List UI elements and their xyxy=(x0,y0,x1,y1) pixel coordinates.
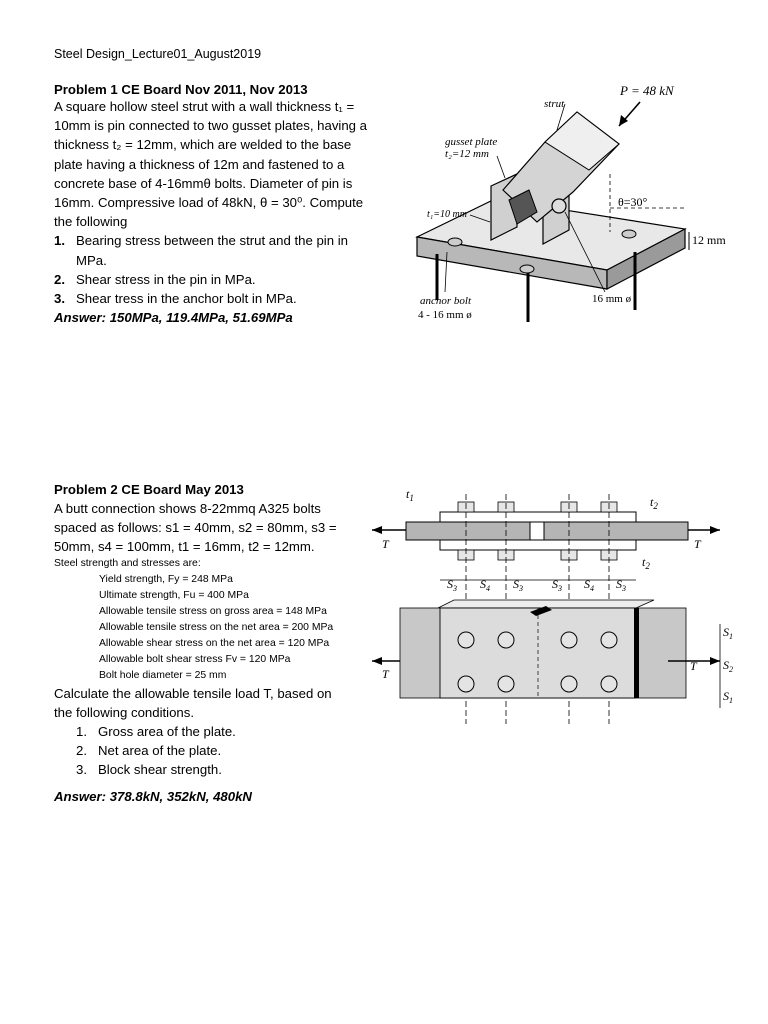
intro-line: A square hollow steel strut with a wall thickness t₁ = xyxy=(54,99,355,114)
item-number: 2. xyxy=(76,743,87,758)
list-item xyxy=(54,270,389,289)
calc-line: Calculate the allowable tensile load T, based on xyxy=(54,686,332,701)
strength-item: Ultimate strength, Fu = 400 MPa xyxy=(99,590,249,601)
document-header: Steel Design_Lecture01_August2019 xyxy=(54,47,262,61)
main-plate-left xyxy=(406,522,530,540)
spacing-label: $S_4$ xyxy=(584,577,594,593)
calc-line: the following conditions. xyxy=(54,705,195,720)
list-item xyxy=(76,741,389,760)
intro-line: spaced as follows: s1 = 40mm, s2 = 80mm, s3 = xyxy=(54,520,337,535)
spacing-label: $S_3$ xyxy=(447,577,457,593)
spacing-label: $S_3$ xyxy=(513,577,523,593)
item-text: Block shear strength. xyxy=(98,762,222,777)
pin xyxy=(552,199,566,213)
strength-item: Bolt hole diameter = 25 mm xyxy=(99,670,227,681)
strength-item: Allowable shear stress on the net area = 120 MPa xyxy=(99,638,330,649)
problem2-conditions xyxy=(54,722,389,779)
intro-line: the following xyxy=(54,214,128,230)
edge-spacing-label: $S_1$ xyxy=(723,689,733,705)
item-text: Shear tress in the anchor bolt in MPa. xyxy=(76,291,297,307)
bolt-spacing-label: $S_2$ xyxy=(723,658,733,674)
strength-item: Allowable tensile stress on gross area = 148 MPa xyxy=(99,606,327,617)
splice-plate-top xyxy=(440,512,636,522)
t2-label: $t_2$ xyxy=(650,495,658,511)
spacing-dimensions xyxy=(440,577,636,593)
tension-label: T xyxy=(694,537,701,551)
t2-label: $t_2$ xyxy=(642,555,650,571)
list-item xyxy=(54,231,389,269)
spacing-label: $S_3$ xyxy=(616,577,626,593)
plan-view xyxy=(372,600,733,708)
anchor-bolt-size-label: 4 - 16 mm ø xyxy=(418,309,472,321)
strut-label: strut xyxy=(544,98,565,110)
strength-heading: Steel strength and stresses are: xyxy=(54,558,201,569)
problem1-questions xyxy=(54,231,389,308)
butt-connection-figure xyxy=(368,484,733,724)
intro-line: concrete base of 4-16mmθ bolts. Diameter of pin is xyxy=(54,175,353,191)
intro-line: thickness t₂ = 12mm, which are welded to the base xyxy=(54,137,352,153)
spacing-label: $S_3$ xyxy=(552,577,562,593)
problem1-body xyxy=(54,97,389,327)
gusset-label: gusset plate xyxy=(445,136,498,148)
intro-line: 10mm is pin connected to two gusset plates, having a xyxy=(54,118,368,134)
problem2-answer: Answer: 378.8kN, 352kN, 480kN xyxy=(54,789,252,804)
load-label: P = 48 kN xyxy=(620,83,674,98)
item-number: 3. xyxy=(76,762,87,777)
anchor-bolt-label: anchor bolt xyxy=(420,295,472,307)
problem1-answer: Answer: 150MPa, 119.4MPa, 51.69MPa xyxy=(54,310,293,326)
main-plate-right xyxy=(544,522,688,540)
problem1-title: Problem 1 CE Board Nov 2011, Nov 2013 xyxy=(54,82,308,97)
intro-line: 50mm, s4 = 100mm, t1 = 16mm, t2 = 12mm. xyxy=(54,539,315,554)
edge-spacing-label: $S_1$ xyxy=(723,625,733,641)
list-item xyxy=(76,722,389,741)
strength-item: Allowable bolt shear stress Fv = 120 MPa xyxy=(99,654,291,665)
tension-label: T xyxy=(382,537,389,551)
item-text: MPa. xyxy=(76,252,107,268)
intro-line: plate having a thickness of 12m and fastened to a xyxy=(54,156,345,172)
strength-item: Yield strength, Fy = 248 MPa xyxy=(99,574,233,585)
item-text: Shear stress in the pin in MPa. xyxy=(76,271,256,287)
intro-line: 16mm. Compressive load of 48kN, θ = 30⁰. Compute xyxy=(54,195,364,211)
gusset-thickness-label: t₂=12 mm xyxy=(445,148,489,160)
splice-plate-bottom xyxy=(440,540,636,550)
angle-label: θ=30° xyxy=(618,195,648,209)
tension-label: T xyxy=(382,667,389,681)
problem2-body xyxy=(54,499,389,806)
item-number: 2. xyxy=(54,271,65,287)
tension-label: T xyxy=(690,659,697,673)
pin-diameter-label: 16 mm ø xyxy=(592,293,632,305)
item-number: 1. xyxy=(76,724,87,739)
list-item xyxy=(76,760,389,779)
wall-thickness-label: t₁=10 mm xyxy=(427,209,467,220)
strength-item: Allowable tensile stress on the net area = 200 MPa xyxy=(99,622,334,633)
list-item xyxy=(54,289,389,308)
plate-thickness-label: 12 mm xyxy=(692,233,726,247)
spacing-label: $S_4$ xyxy=(480,577,490,593)
item-text: Bearing stress between the strut and the pin in xyxy=(76,233,348,249)
intro-line: A butt connection shows 8-22mmq A325 bolts xyxy=(54,501,321,516)
problem2-title: Problem 2 CE Board May 2013 xyxy=(54,482,244,497)
strength-list xyxy=(54,572,389,684)
item-text: Net area of the plate. xyxy=(98,743,222,758)
item-number: 3. xyxy=(54,291,65,307)
t1-label: $t_1$ xyxy=(406,487,414,503)
item-number: 1. xyxy=(54,233,65,249)
problem1-intro xyxy=(54,97,389,231)
strut-connection-figure xyxy=(405,82,726,332)
item-text: Gross area of the plate. xyxy=(98,724,236,739)
